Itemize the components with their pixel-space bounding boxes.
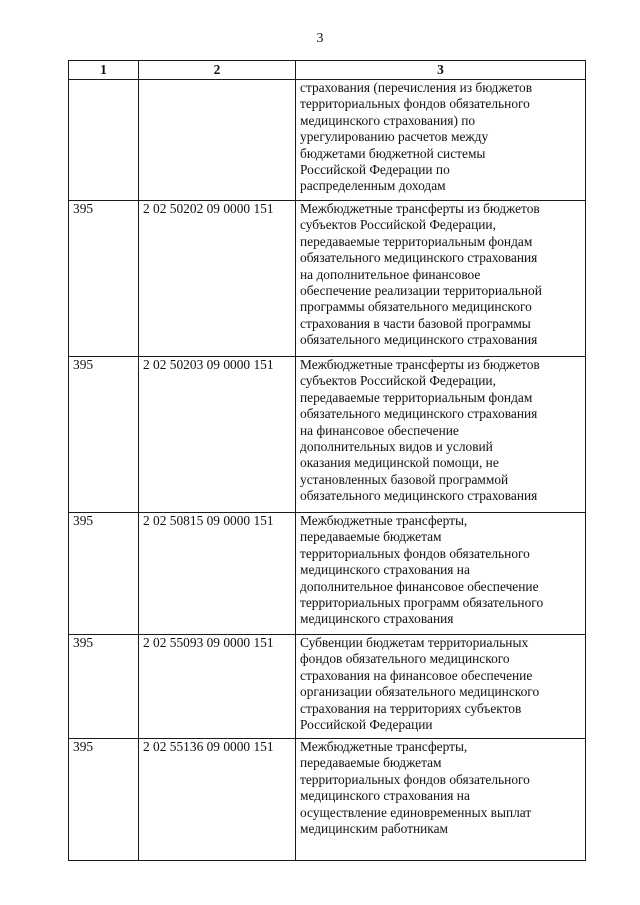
- description-line: Субвенции бюджетам территориальных: [300, 635, 529, 650]
- description-line: Межбюджетные трансферты,: [300, 739, 468, 754]
- description-line: территориальных программ обязательного: [300, 595, 544, 611]
- revenue-description-cell: [296, 635, 586, 739]
- description-line: субъектов Российской Федерации,: [300, 373, 496, 389]
- description-line: территориальных фондов обязательного: [300, 96, 530, 112]
- revenue-description-cell: [296, 513, 586, 635]
- revenue-description-cell: [296, 357, 586, 513]
- admin-code-cell: 395: [69, 357, 139, 513]
- revenue-description-cell: [296, 739, 586, 861]
- description-line: обязательного медицинского страхования: [300, 488, 538, 504]
- description-line: организации обязательного медицинского: [300, 684, 540, 700]
- column-header-3: 3: [296, 61, 586, 80]
- description-line: Российской Федерации по: [300, 162, 450, 178]
- table-row: [69, 739, 586, 861]
- description-line: осуществление единовременных выплат: [300, 804, 532, 820]
- description-line: установленных базовой программой: [300, 471, 509, 487]
- column-header-2: 2: [139, 61, 296, 80]
- budget-classification-code-cell: 2 02 55136 09 0000 151: [139, 739, 296, 861]
- description-line: оказания медицинской помощи, не: [300, 455, 499, 471]
- description-line: страхования на территориях субъектов: [300, 700, 522, 716]
- description-line: Межбюджетные трансферты из бюджетов: [300, 201, 540, 216]
- description-line: программы обязательного медицинского: [300, 299, 532, 315]
- description-line: бюджетами бюджетной системы: [300, 145, 486, 161]
- description-line: территориальных фондов обязательного: [300, 545, 530, 561]
- admin-code-cell: 395: [69, 201, 139, 357]
- description-line: на дополнительное финансовое: [300, 266, 481, 282]
- revenue-description-cell: [296, 201, 586, 357]
- budget-classification-code-cell: 2 02 50202 09 0000 151: [139, 201, 296, 357]
- admin-code-cell: [69, 80, 139, 201]
- budget-classification-code-cell: [139, 80, 296, 201]
- description-line: медицинского страхования: [300, 611, 454, 627]
- revenue-description-cell: [296, 80, 586, 201]
- description-line: передаваемые территориальным фондам: [300, 389, 533, 405]
- column-header-1: 1: [69, 61, 139, 80]
- description-line: фондов обязательного медицинского: [300, 651, 510, 667]
- table-header-row: [69, 61, 586, 80]
- description-line: обязательного медицинского страхования: [300, 332, 538, 348]
- description-line: обязательного медицинского страхования: [300, 250, 538, 266]
- description-line: Межбюджетные трансферты,: [300, 513, 468, 528]
- table-row: [69, 635, 586, 739]
- description-line: обеспечение реализации территориальной: [300, 283, 542, 299]
- description-line: дополнительных видов и условий: [300, 439, 493, 455]
- table-row: [69, 80, 586, 201]
- description-line: страхования в части базовой программы: [300, 315, 531, 331]
- budget-classification-code-cell: 2 02 50815 09 0000 151: [139, 513, 296, 635]
- description-line: территориальных фондов обязательного: [300, 771, 530, 787]
- budget-classification-code-cell: 2 02 50203 09 0000 151: [139, 357, 296, 513]
- description-line: распределенным доходам: [300, 178, 446, 194]
- budget-classification-code-cell: 2 02 55093 09 0000 151: [139, 635, 296, 739]
- table-body: [69, 80, 586, 861]
- description-line: урегулированию расчетов между: [300, 129, 489, 145]
- description-line: дополнительное финансовое обеспечение: [300, 578, 539, 594]
- description-line: медицинского страхования на: [300, 562, 470, 578]
- budget-codes-table: [68, 60, 586, 861]
- table-row: [69, 357, 586, 513]
- admin-code-cell: 395: [69, 513, 139, 635]
- description-line: Российской Федерации: [300, 717, 433, 733]
- description-line: передаваемые бюджетам: [300, 755, 442, 771]
- table-row: [69, 201, 586, 357]
- description-line: на финансовое обеспечение: [300, 422, 459, 438]
- description-line: медицинского страхования на: [300, 788, 470, 804]
- admin-code-cell: 395: [69, 635, 139, 739]
- description-line: передаваемые бюджетам: [300, 529, 442, 545]
- description-line: медицинского страхования) по: [300, 112, 476, 128]
- description-line: страхования (перечисления из бюджетов: [300, 80, 533, 95]
- description-line: медицинским работникам: [300, 821, 449, 837]
- description-line: передаваемые территориальным фондам: [300, 233, 533, 249]
- admin-code-cell: 395: [69, 739, 139, 861]
- table-row: [69, 513, 586, 635]
- description-line: страхования на финансовое обеспечение: [300, 667, 533, 683]
- description-line: субъектов Российской Федерации,: [300, 217, 496, 233]
- page-number: 3: [316, 31, 324, 46]
- description-line: обязательного медицинского страхования: [300, 406, 538, 422]
- description-line: Межбюджетные трансферты из бюджетов: [300, 357, 540, 372]
